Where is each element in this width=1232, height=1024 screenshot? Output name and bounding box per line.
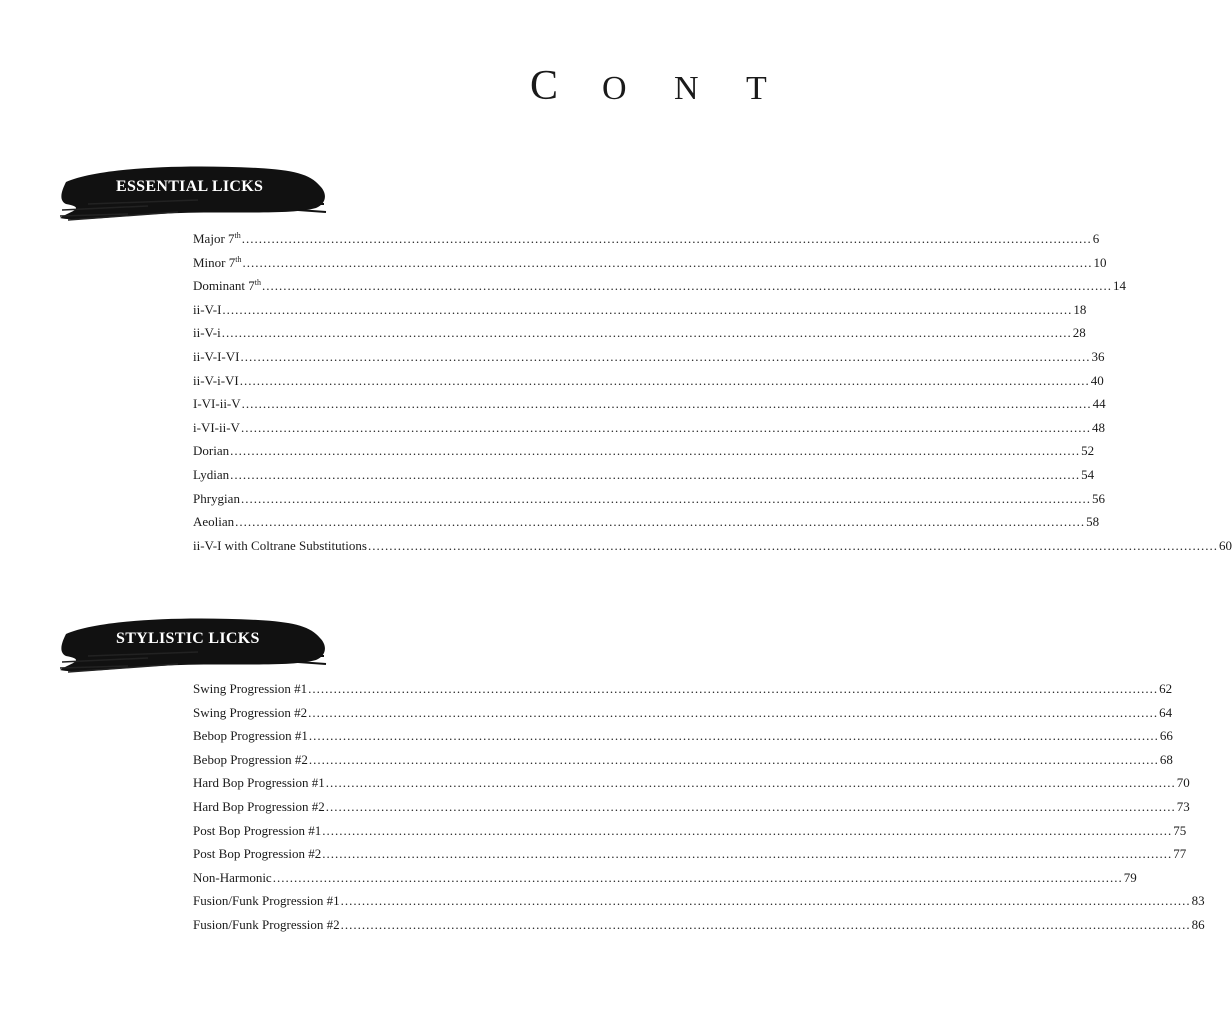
entry-title: Hard Bop Progression #1 bbox=[193, 775, 325, 791]
entry-title: ii-V-I bbox=[193, 301, 222, 317]
page-number: 6 bbox=[1092, 231, 1100, 246]
toc-entry[interactable] bbox=[193, 396, 1106, 420]
section-title: ESSENTIAL LICKS bbox=[116, 178, 264, 195]
toc-entry[interactable] bbox=[193, 822, 1187, 847]
page-number: 79 bbox=[1123, 869, 1137, 885]
page-number: 83 bbox=[1191, 893, 1205, 909]
page-number: 40 bbox=[1090, 372, 1104, 388]
toc-entry[interactable] bbox=[193, 490, 1105, 515]
toc-entry[interactable] bbox=[193, 846, 1187, 870]
toc-entry[interactable] bbox=[193, 537, 1232, 562]
title-letter: N bbox=[674, 70, 703, 107]
page-number: 70 bbox=[1176, 775, 1190, 791]
entry-title: Swing Progression #1 bbox=[193, 681, 308, 696]
toc-entry[interactable] bbox=[193, 775, 1190, 799]
entry-title: ii-V-I with Coltrane Substitutions bbox=[193, 537, 367, 553]
entry-title: ii-V-I-VI bbox=[193, 348, 240, 364]
dot-leader bbox=[240, 349, 1090, 365]
toc-entry[interactable] bbox=[193, 728, 1173, 752]
toc-entry[interactable] bbox=[193, 348, 1105, 373]
entry-title: i-VI-ii-V bbox=[193, 419, 240, 435]
entry-title: Post Bop Progression #2 bbox=[193, 846, 322, 862]
entry-title: Bebop Progression #2 bbox=[193, 751, 308, 767]
dot-leader bbox=[241, 491, 1091, 507]
dot-leader bbox=[322, 846, 1172, 862]
entry-title: I-VI-ii-V bbox=[193, 396, 241, 412]
toc-list-stylistic bbox=[193, 681, 1205, 941]
dot-leader bbox=[240, 373, 1090, 389]
toc-entry[interactable] bbox=[193, 704, 1173, 729]
entry-title: Dominant 7th bbox=[193, 278, 261, 294]
page-number: 54 bbox=[1081, 466, 1095, 482]
dot-leader bbox=[341, 917, 1191, 933]
dot-leader bbox=[222, 325, 1072, 341]
page-number: 64 bbox=[1159, 704, 1173, 720]
toc-entry[interactable] bbox=[193, 869, 1137, 894]
dot-leader bbox=[242, 396, 1092, 412]
entry-title: Dorian bbox=[193, 443, 230, 459]
page-number: 52 bbox=[1081, 443, 1095, 459]
toc-entry[interactable] bbox=[193, 916, 1205, 941]
toc-entry[interactable] bbox=[193, 301, 1087, 326]
dot-leader bbox=[309, 752, 1159, 768]
dot-leader bbox=[241, 420, 1091, 436]
toc-entry[interactable] bbox=[193, 466, 1095, 491]
entry-title: Major 7th bbox=[193, 231, 241, 246]
page-number: 62 bbox=[1159, 681, 1173, 696]
entry-title: Minor 7th bbox=[193, 254, 242, 270]
toc-entry[interactable] bbox=[193, 893, 1205, 917]
dot-leader bbox=[235, 514, 1085, 530]
toc-entry[interactable] bbox=[193, 798, 1190, 823]
page-number: 48 bbox=[1091, 419, 1105, 435]
page-number: 36 bbox=[1091, 348, 1105, 364]
entry-title: Post Bop Progression #1 bbox=[193, 822, 322, 838]
entry-title: Hard Bop Progression #2 bbox=[193, 798, 325, 814]
dot-leader bbox=[262, 278, 1112, 294]
dot-leader bbox=[273, 870, 1123, 886]
dot-leader bbox=[230, 443, 1080, 459]
toc-entry[interactable] bbox=[193, 278, 1126, 302]
entry-title: Fusion/Funk Progression #1 bbox=[193, 893, 340, 909]
page-title bbox=[530, 62, 818, 110]
dot-leader bbox=[242, 231, 1092, 247]
page-number: 10 bbox=[1093, 254, 1107, 270]
toc-entry[interactable] bbox=[193, 231, 1100, 255]
toc-entry[interactable] bbox=[193, 254, 1107, 279]
dot-leader bbox=[368, 538, 1218, 554]
page-number: 77 bbox=[1173, 846, 1187, 862]
page-number: 56 bbox=[1091, 490, 1105, 506]
entry-title: Swing Progression #2 bbox=[193, 704, 308, 720]
entry-title: Non-Harmonic bbox=[193, 869, 272, 885]
page-number: 28 bbox=[1072, 325, 1086, 341]
dot-leader bbox=[341, 893, 1191, 909]
entry-title: Lydian bbox=[193, 466, 230, 482]
entry-title: ii-V-i bbox=[193, 325, 221, 341]
page-number: 18 bbox=[1073, 301, 1087, 317]
dot-leader bbox=[230, 467, 1080, 483]
section-header-essential-licks bbox=[58, 160, 328, 224]
toc-list-essential bbox=[193, 231, 1232, 561]
page-number: 66 bbox=[1159, 728, 1173, 744]
dot-leader bbox=[326, 775, 1176, 791]
dot-leader bbox=[222, 302, 1072, 318]
toc-entry[interactable] bbox=[193, 325, 1086, 349]
entry-title: ii-V-i-VI bbox=[193, 372, 239, 388]
dot-leader bbox=[242, 255, 1092, 271]
entry-title: Bebop Progression #1 bbox=[193, 728, 308, 744]
dot-leader bbox=[308, 705, 1158, 721]
dot-leader bbox=[308, 681, 1158, 697]
section-title: STYLISTIC LICKS bbox=[116, 630, 260, 647]
page-number: 44 bbox=[1092, 396, 1106, 412]
dot-leader bbox=[309, 728, 1159, 744]
title-letter: C bbox=[530, 63, 563, 109]
page-number: 68 bbox=[1159, 751, 1173, 767]
page-number: 75 bbox=[1173, 822, 1187, 838]
title-letter: O bbox=[602, 70, 631, 107]
page-number: 14 bbox=[1112, 278, 1126, 294]
entry-title: Fusion/Funk Progression #2 bbox=[193, 916, 340, 932]
toc-entry[interactable] bbox=[193, 443, 1095, 467]
title-letter: T bbox=[746, 70, 771, 107]
toc-entry[interactable] bbox=[193, 681, 1173, 705]
toc-entry[interactable] bbox=[193, 751, 1173, 776]
toc-entry[interactable] bbox=[193, 514, 1100, 538]
dot-leader bbox=[326, 799, 1176, 815]
section-header-stylistic-licks bbox=[58, 612, 328, 676]
page-number: 58 bbox=[1086, 514, 1100, 530]
page-number: 73 bbox=[1176, 798, 1190, 814]
entry-title: Phrygian bbox=[193, 490, 240, 506]
toc-entry[interactable] bbox=[193, 372, 1104, 397]
entry-title: Aeolian bbox=[193, 514, 235, 530]
page-number: 60 bbox=[1218, 537, 1232, 553]
dot-leader bbox=[322, 823, 1172, 839]
toc-entry[interactable] bbox=[193, 419, 1105, 444]
page-number: 86 bbox=[1191, 916, 1205, 932]
